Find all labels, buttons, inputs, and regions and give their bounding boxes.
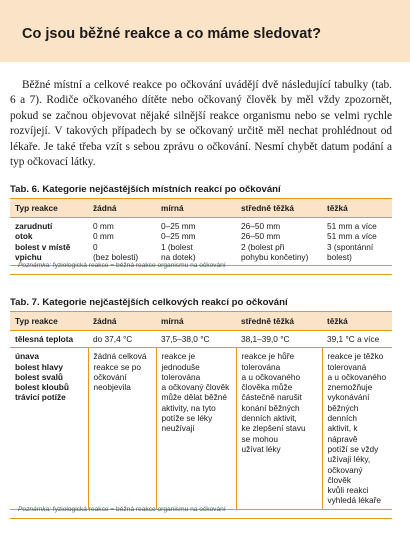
table-row — [10, 218, 392, 266]
table-cell: reakce je hůře tolerována a u očkovaného člověka může částečně narušit konání běžných denních aktivit, ke zlepšení stavu se mohou užívat léky — [236, 348, 322, 509]
chapter-header — [0, 0, 410, 62]
table-row — [10, 331, 392, 348]
table6-header-type: Typ reakce — [10, 199, 88, 218]
intro-paragraph: Běžné místní a celkové reakce po očkování uvádějí dvě následující tabulky (tab. 6 a 7). Rodiče očkovaného dítěte nebo očkovaný člověk by měl vždy zpozornět, pokud se začnou objevovat nějaké silnější reakce organismu nebo se velmi rychle rozvíjejí. V takových případech by se očkovaný určitě měl nechat prohlédnout od lékaře. Je také třeba vzít s sebou zprávu o očkování. Nesmí chybět datum podání a typ očkovací látky. — [10, 79, 392, 169]
table-cell: reakce je jednoduše tolerována a očkovaný člověk může dělat běžné aktivity, na tyto potíže se léky neužívají — [156, 348, 236, 509]
table-cell: 26–50 mm 26–50 mm 2 (bolest při pohybu končetiny) — [236, 218, 322, 266]
table-cell: 39,1 °C a více — [322, 331, 392, 348]
note-label: Poznámka: — [18, 506, 51, 513]
row-label: únava bolest hlavy bolest svalů bolest kloubů trávicí potíže — [10, 348, 88, 509]
divider — [10, 518, 392, 519]
table-cell: do 37,4 °C — [88, 331, 156, 348]
table-cell: žádná celková reakce se po očkování neobjevila — [88, 348, 156, 509]
table6 — [10, 198, 392, 266]
table-cell: 0–25 mm 0–25 mm 1 (bolest na dotek) — [156, 218, 236, 266]
row-label: zarudnutí otok bolest v místě vpichu — [10, 218, 88, 266]
table6-caption: Tab. 6. Kategorie nejčastějších místních reakcí po očkování — [10, 184, 281, 195]
table6-header-severe: těžká — [322, 199, 392, 218]
table7-header-severe: těžká — [322, 312, 392, 331]
note-text: fyziologická reakce = běžná reakce organismu na očkování — [51, 262, 226, 269]
note-label: Poznámka: — [18, 262, 51, 269]
table7-header-none: žádná — [88, 312, 156, 331]
table7-header-type: Typ reakce — [10, 312, 88, 331]
table7-caption: Tab. 7. Kategorie nejčastějších celkových reakcí po očkování — [10, 297, 288, 308]
table6-header-mild: mírná — [156, 199, 236, 218]
table-cell: reakce je těžko tolerovaná a u očkovaného znemožňuje vykonávání běžných denních aktivit, k nápravě potíží se vždy užívají léky, očkovaný člověk kvůli reakci vyhledá lékaře — [322, 348, 392, 509]
divider — [10, 274, 392, 275]
table-cell: 0 mm 0 mm 0 (bez bolesti) — [88, 218, 156, 266]
page-title: Co jsou běžné reakce a co máme sledovat? — [22, 26, 321, 42]
table6-header-row — [10, 199, 392, 218]
table7 — [10, 311, 392, 510]
table7-header-row — [10, 312, 392, 331]
row-label: tělesná teplota — [10, 331, 88, 348]
table-cell: 51 mm a více 51 mm a více 3 (spontánní bolest) — [322, 218, 392, 266]
table6-note — [18, 262, 226, 269]
table-row — [10, 348, 392, 509]
note-text: fyziologická reakce = běžná reakce organismu na očkování — [51, 506, 226, 513]
table7-header-moderate: středně těžká — [236, 312, 322, 331]
table6-header-none: žádná — [88, 199, 156, 218]
table-cell: 38,1–39,0 °C — [236, 331, 322, 348]
table7-note — [18, 506, 226, 513]
table7-header-mild: mírná — [156, 312, 236, 331]
table-cell: 37,5–38,0 °C — [156, 331, 236, 348]
table6-header-moderate: středně těžká — [236, 199, 322, 218]
